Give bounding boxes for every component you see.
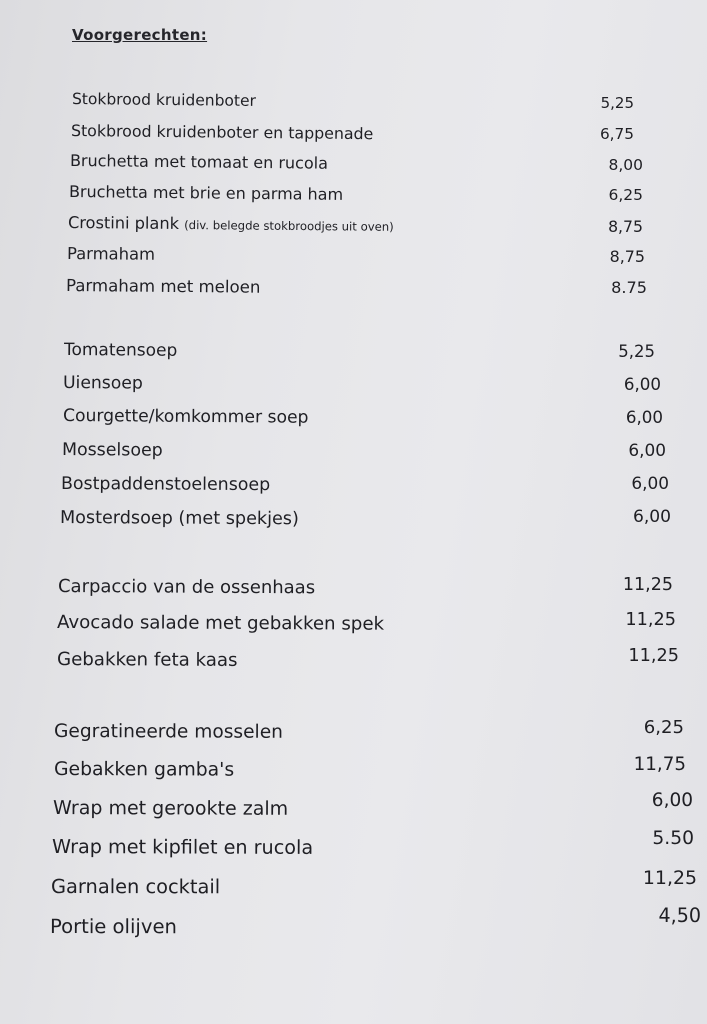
menu-item-name <box>64 340 177 361</box>
menu-item-name-text: Carpaccio van de ossenhaas <box>57 576 316 599</box>
menu-item-name <box>57 649 238 671</box>
menu-item-name <box>61 474 270 495</box>
menu-item-price: 6,25 <box>643 717 684 738</box>
menu-item-name-text: Gebakken gamba's <box>53 759 235 781</box>
menu-item-name-text: Tomatensoep <box>63 340 178 361</box>
menu-item-price: 6,00 <box>625 407 663 427</box>
menu-item-price: 8,75 <box>609 247 645 266</box>
menu-item-name <box>51 875 220 898</box>
menu-item-price: 6,00 <box>631 473 669 493</box>
menu-item-price: 8,00 <box>608 156 643 174</box>
menu-item-price: 8,75 <box>608 217 643 236</box>
menu-item-price: 11,25 <box>628 646 679 666</box>
menu-item-name <box>70 151 328 173</box>
menu-item-name-text: Portie olijven <box>49 915 177 939</box>
menu-item-price: 5,25 <box>618 342 655 361</box>
menu-item-price: 6,75 <box>599 125 634 143</box>
menu-item-name <box>57 612 384 635</box>
menu-item-name <box>63 406 309 428</box>
menu-item-name <box>67 244 155 264</box>
menu-item-price: 6,25 <box>608 186 643 204</box>
menu-item-name-text: Stokbrood kruidenboter <box>71 90 257 110</box>
menu-item-price: 11,25 <box>625 610 676 630</box>
menu-item-note: (div. belegde stokbroodjes uit oven) <box>184 218 394 234</box>
menu-item-name-text: Courgette/komkommer soep <box>62 406 309 428</box>
menu-item-name-text: Wrap met kipfilet en rucola <box>51 835 314 859</box>
menu-section-title: Voorgerechten: <box>72 26 208 44</box>
menu-item-name-text: Wrap met gerookte zalm <box>52 797 289 820</box>
menu-item-name-text: Mosselsoep <box>61 440 163 461</box>
menu-item-name-text: Gegratineerde mosselen <box>53 721 284 743</box>
menu-item-name-text: Garnalen cocktail <box>50 875 221 899</box>
menu-item-price: 8.75 <box>611 278 647 297</box>
menu-item-price: 11,25 <box>642 867 697 889</box>
menu-item-price: 11,75 <box>633 754 686 775</box>
menu-item-name-text: Bruchetta met brie en parma ham <box>68 182 344 204</box>
menu-item-name <box>71 121 374 143</box>
menu-item-name <box>62 440 163 461</box>
menu-item-price: 6,00 <box>623 374 661 394</box>
menu-item-price: 5,25 <box>600 94 634 112</box>
menu-item-price: 6,00 <box>632 507 671 527</box>
menu-item-name-text: Mosterdsoep (met spekjes) <box>59 508 299 530</box>
menu-item-name-text: Parmaham met meloen <box>65 276 261 297</box>
menu-item-name-text: Crostini plank <box>67 213 180 233</box>
menu-item-name <box>72 90 256 110</box>
menu-item-name-text: Parmaham <box>66 244 156 264</box>
menu-item-price: 4,50 <box>658 904 701 927</box>
menu-item-name-text: Bostpaddenstoelensoep <box>60 474 271 496</box>
menu-item-name <box>60 508 299 529</box>
menu-item-price: 5.50 <box>652 828 694 849</box>
menu-item-name <box>63 373 143 394</box>
menu-item-name <box>53 797 288 820</box>
menu-item-price: 11,25 <box>622 575 673 595</box>
menu-item-name-text: Bruchetta met tomaat en rucola <box>69 151 329 173</box>
menu-item-name <box>58 576 315 598</box>
menu-item-price: 6,00 <box>651 790 693 811</box>
menu-item-name <box>50 915 177 938</box>
menu-item-name <box>54 721 283 743</box>
menu-item-name <box>68 213 394 235</box>
menu-item-name-text: Uiensoep <box>62 373 143 394</box>
menu-item-name-text: Stokbrood kruidenboter en tappenade <box>70 121 374 144</box>
menu-item-name <box>52 835 313 859</box>
menu-item-name <box>66 276 261 297</box>
menu-item-name-text: Gebakken feta kaas <box>56 649 238 671</box>
menu-item-name <box>54 759 234 781</box>
menu-item-price: 6,00 <box>628 440 666 460</box>
menu-item-name <box>69 182 343 204</box>
menu-item-name-text: Avocado salade met gebakken spek <box>56 612 385 635</box>
